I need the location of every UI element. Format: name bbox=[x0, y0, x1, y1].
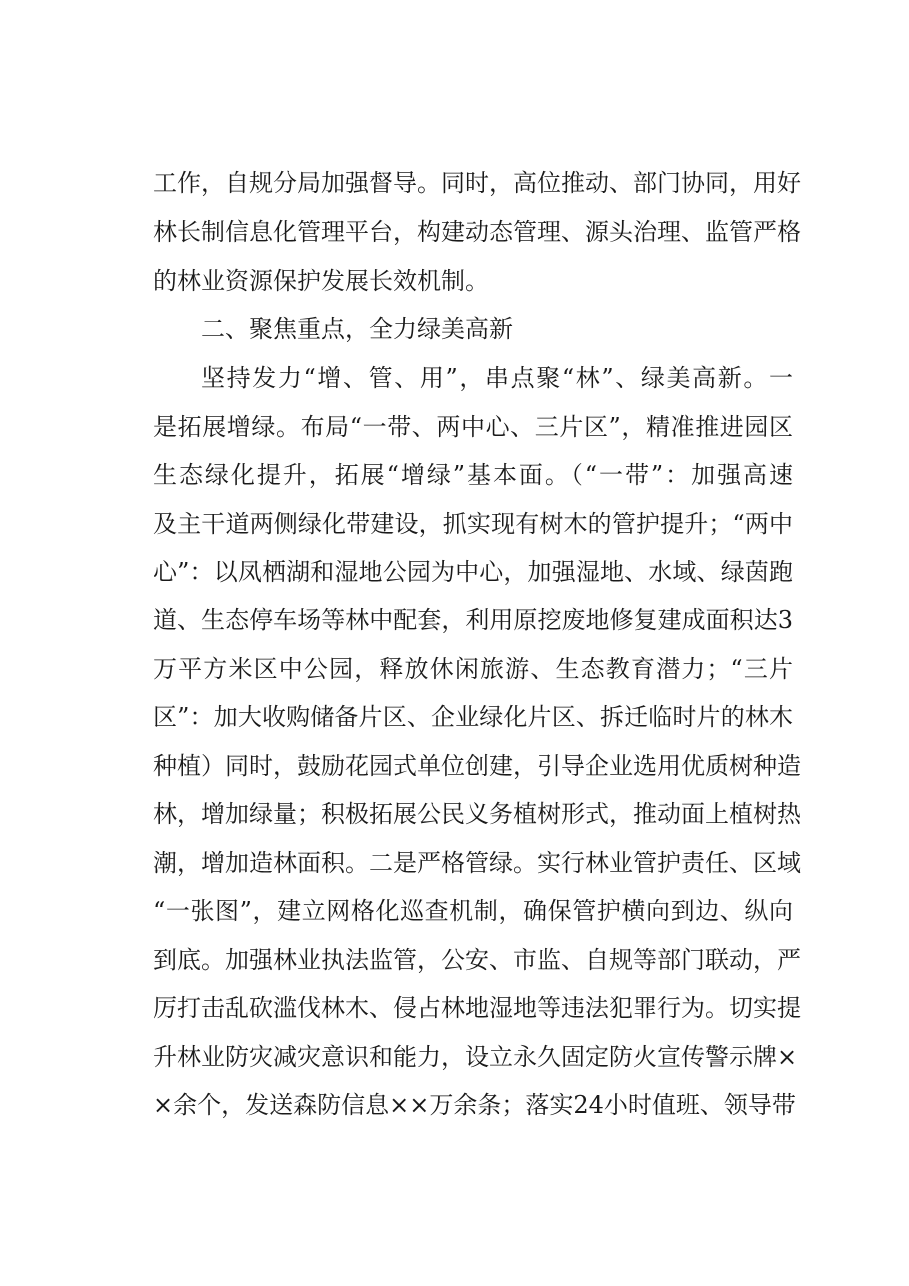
paragraph-line: 工作，自规分局加强督导。同时，高位推动、部门协同，用好 bbox=[153, 169, 801, 197]
paragraph-line: 升林业防灾减灾意识和能力，设立永久固定防火宣传警示牌× bbox=[153, 1043, 798, 1071]
paragraph-line: 坚持发力“增、管、用”，串点聚“林”、绿美高新。一 bbox=[201, 364, 793, 392]
paragraph-line: 厉打击乱砍滥伐林木、侵占林地湿地等违法犯罪行为。切实提 bbox=[153, 994, 801, 1022]
paragraph-line: 万平方米区中公园，释放休闲旅游、生态教育潜力；“三片 bbox=[153, 655, 793, 683]
paragraph-line: 及主干道两侧绿化带建设，抓实现有树木的管护提升；“两中 bbox=[153, 510, 793, 538]
paragraph-line: 生态绿化提升，拓展“增绿”基本面。（“一带”：加强高速 bbox=[153, 461, 793, 489]
paragraph-line: 道、生态停车场等林中配套，利用原挖废地修复建成面积达3 bbox=[153, 606, 793, 634]
paragraph-line: 区”：加大收购储备片区、企业绿化片区、拆迁临时片的林木 bbox=[153, 703, 793, 731]
paragraph-line: 是拓展增绿。布局“一带、两中心、三片区”，精准推进园区 bbox=[153, 413, 793, 441]
section-heading: 二、聚焦重点，全力绿美高新 bbox=[201, 315, 513, 343]
paragraph-line: 林长制信息化管理平台，构建动态管理、源头治理、监管严格 bbox=[153, 218, 801, 246]
paragraph-line: 潮，增加造林面积。二是严格管绿。实行林业管护责任、区域 bbox=[153, 849, 801, 877]
paragraph-line: ×余个，发送森防信息××万余条；落实24小时值班、领导带 bbox=[153, 1091, 796, 1119]
paragraph-line: 心”：以凤栖湖和湿地公园为中心，加强湿地、水域、绿茵跑 bbox=[153, 558, 793, 586]
paragraph-line: 林，增加绿量；积极拓展公民义务植树形式，推动面上植树热 bbox=[153, 800, 801, 828]
paragraph-line: “一张图”，建立网格化巡查机制，确保管护横向到边、纵向 bbox=[153, 897, 793, 925]
paragraph-line: 到底。加强林业执法监管，公安、市监、自规等部门联动，严 bbox=[153, 946, 801, 974]
paragraph-line: 种植）同时，鼓励花园式单位创建，引导企业选用优质树种造 bbox=[153, 752, 801, 780]
paragraph-line: 的林业资源保护发展长效机制。 bbox=[153, 267, 489, 295]
